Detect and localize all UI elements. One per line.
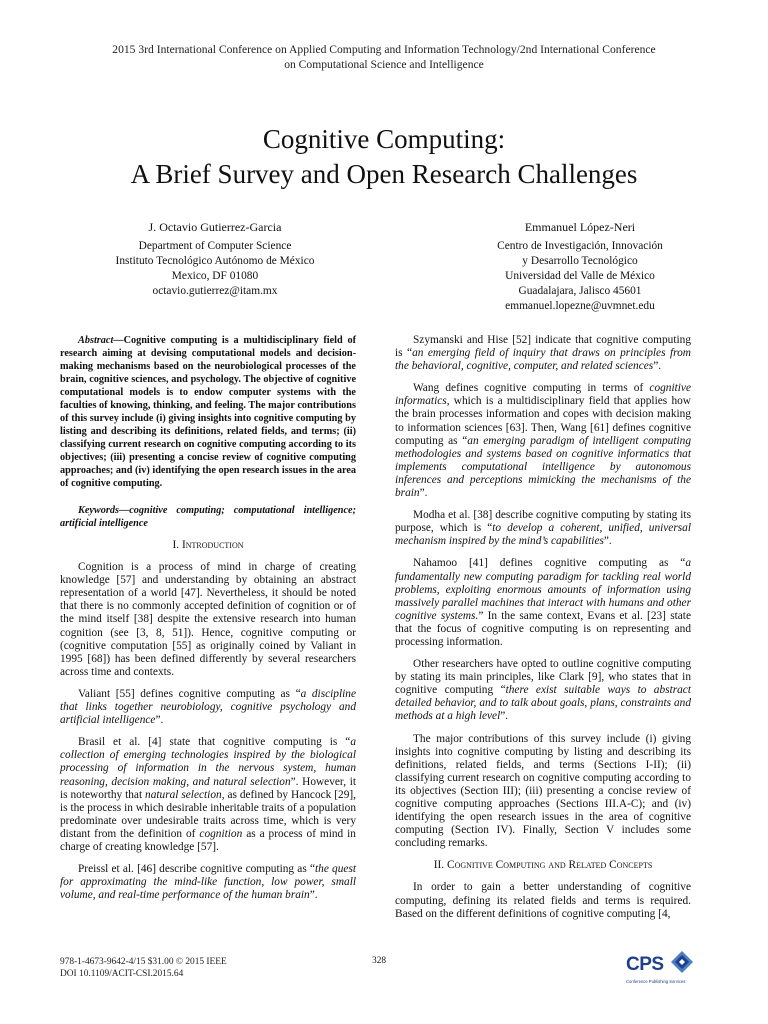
author-name: Emmanuel López-Neri [524, 220, 636, 234]
left-column [60, 334, 356, 911]
text-run: ”. However, it is noteworthy that [60, 775, 356, 801]
paragraph [395, 334, 691, 373]
text-run: as a process of mind in charge of creating knowledge [57]. [60, 827, 356, 853]
text-run: Preissl et al. [46] describe cognitive computing as “ [78, 863, 315, 876]
text-run: Wang defines cognitive computing in terms of [413, 382, 650, 395]
quote: there exist suitable ways to abstract detailed behavior, and to talk about goals, plans, constraints and methods at a high level [395, 684, 691, 723]
quote: an emerging paradigm of intelligent computing methodologies and systems based on cognitive informatics that implements computational intelligence by autonomous inferences and perceptions mimicking the mechanisms of the brain [395, 434, 691, 500]
paragraph [395, 557, 691, 649]
isbn-line: 978-1-4673-9642-4/15 $31.00 © 2015 IEEE [60, 957, 227, 967]
paragraph: The major contributions of this survey include (i) giving insights into cognitive computing by listing and describing its definitions, related fields, and terms (Sections I-II); (ii) classifying current research on cognitive computing according to its objectives (Section III); (iii) presenting a concise review of cognitive computing approaches (Sections III.A-C); and (iv) identifying the open research issues in the area of cognitive computing (Section IV). Finally, Section V includes some concluding remarks. [395, 732, 691, 850]
abstract [60, 334, 356, 490]
conference-header [40, 42, 728, 72]
paragraph [60, 688, 356, 727]
paragraph [395, 658, 691, 723]
cps-logo-text: CPS [626, 954, 664, 975]
quote: to develop a coherent, unified, universal mechanism inspired by the mind’s capabilities [395, 522, 691, 548]
paragraph: In order to gain a better understanding of cognitive computing, defining its related fields and terms is required. Based on the different definitions of cognitive computing [4, [395, 881, 691, 920]
quote: a discipline that links together neurobiology, cognitive psychology and artificial intelligence [60, 687, 356, 727]
text-run: ”. [653, 360, 662, 373]
keywords: Keywords—cognitive computing; computational intelligence; artificial intelligence [60, 505, 356, 529]
quote: an emerging field of inquiry that draws on principles from the behavioral, cognitive, computer, and related sciences [395, 347, 691, 373]
paragraph [395, 509, 691, 548]
text-run: ”. [419, 487, 428, 500]
quote: a fundamentally new computing paradigm for tackling real world problems, exploiting enormous amounts of information using massively parallel machines that interact with humans and other cognitive systems. [395, 557, 691, 622]
text-run: ”. [155, 714, 164, 727]
text-run: , which is a multidisciplinary field that applies how the brain processes information and copes with decision making to information sciences [63]. Then, Wang [61] defines cognitive computing as “ [395, 395, 691, 447]
text-run: Brasil et al. [4] state that cognitive computing is “ [78, 736, 351, 749]
quote: a collection of emerging technologies inspired by the biological processing of information in the nervous system, human reasoning, decision making, and natural selection [60, 736, 356, 788]
author-address: Guadalajara, Jalisco 45601 [518, 285, 642, 297]
section-heading-introduction: I. Introduction [172, 539, 244, 551]
text-run: Other researchers have opted to outline cognitive computing by stating its main principles, like Clark [9], who states that in cognitive computing “ [395, 658, 691, 697]
text-run: ” In the same context, Evans et al. [23] state that the focus of cognitive computing is on representing and processing information. [395, 609, 691, 648]
quote: natural selection [145, 788, 222, 801]
text-run: Valiant [55] defines cognitive computing as “ [78, 687, 301, 700]
doi-line: DOI 10.1109/ACIT-CSI.2015.64 [60, 969, 184, 979]
text-run: , as defined by Hancock [29], is the process in which desirable inheritable traits of a population predominate over undesirable traits across time, which is very distant from the definition of [60, 788, 357, 840]
text-run: Nahamoo [41] defines cognitive computing as “ [413, 557, 686, 570]
cps-logo [626, 950, 694, 990]
abstract-text: —Cognitive computing is a multidisciplinary field of research aiming at devising computational models and decision-making mechanisms based on the neurobiological processes of the brain, cognitive sciences, and psychology. The objective of cognitive computational models is to endow computer systems with the faculties of knowing, thinking, and feeling. The major contributions of this survey include (i) giving insights into cognitive computing by listing and describing its definitions, related fields, and terms; (ii) classifying current research on cognitive computing according to its objectives; (iii) presenting a concise review of cognitive computing approaches; and (iv) identifying the open research issues in the area of cognitive computing. [60, 335, 356, 489]
footer-meta [60, 956, 227, 980]
text-run: Szymanski and Hise [52] indicate that cognitive computing is “ [395, 334, 691, 360]
conference-line-1: 2015 3rd International Conference on Applied Computing and Information Technology/2nd International Conference [112, 43, 656, 56]
conference-line-2: on Computational Science and Intelligence [284, 58, 484, 71]
paragraph [395, 382, 691, 500]
author-email: emmanuel.lopezne@uvmnet.edu [505, 300, 655, 312]
author-affiliation: Instituto Tecnológico Autónomo de México [115, 255, 315, 267]
author-affiliation: y Desarrollo Tecnológico [522, 255, 638, 267]
paper-title [40, 122, 728, 192]
author-affiliation: Centro de Investigación, Innovación [497, 240, 663, 252]
quote: cognitive informatics [395, 382, 691, 408]
author-block-1 [65, 220, 365, 299]
author-name: J. Octavio Gutierrez-Garcia [148, 220, 282, 234]
text-run: ”. [603, 535, 612, 548]
paragraph [60, 736, 356, 854]
section-heading-related-concepts: II. Cognitive Computing and Related Concepts [433, 859, 653, 872]
author-affiliation: Universidad del Valle de México [505, 270, 655, 282]
author-email: octavio.gutierrez@itam.mx [152, 285, 278, 297]
page-number: 328 [372, 956, 387, 966]
cps-diamond-icon [670, 950, 694, 976]
cps-logo-subtext: Conference Publishing Services [626, 979, 686, 984]
quote: the quest for approximating the mind-like function, low power, small volume, and real-time performance of the human brain [60, 863, 357, 902]
text-run: Modha et al. [38] describe cognitive computing by stating its purpose, which is “ [395, 509, 691, 535]
author-affiliation: Department of Computer Science [138, 240, 292, 252]
text-run: ”. [500, 710, 509, 723]
abstract-label: Abstract [78, 335, 114, 346]
title-line-1: Cognitive Computing: [262, 124, 506, 154]
paragraph [60, 863, 356, 902]
quote: cognition [199, 827, 243, 840]
author-block-2 [430, 220, 730, 314]
text-run: ”. [309, 889, 318, 902]
author-address: Mexico, DF 01080 [171, 270, 259, 282]
title-line-2: A Brief Survey and Open Research Challenges [130, 159, 638, 189]
right-column [395, 334, 691, 930]
paragraph: Cognition is a process of mind in charge of creating knowledge [57] and understanding by obtaining an abstract representation of a world [47]. Nevertheless, it should be noted that there is no commonly accepted definition of cognition or of the mind itself [38] despite the extensive research into human cognition (see [3, 8, 51]). Hence, cognitive computing or (cognitive computation [55] as originally coined by Valiant in 1995 [68]) has been defined differently by several researchers across time and contexts. [60, 561, 356, 678]
